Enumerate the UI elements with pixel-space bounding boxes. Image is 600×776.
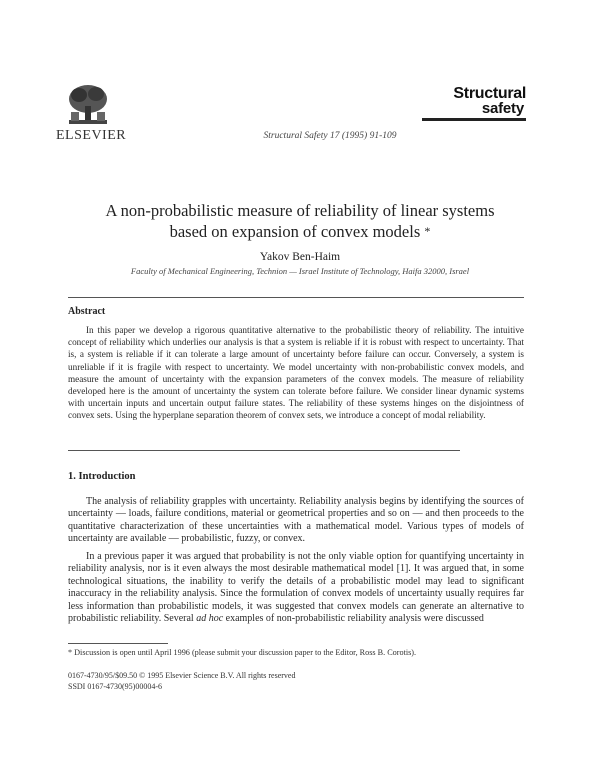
intro-paragraph-1: The analysis of reliability grapples with uncertainty. Reliability analysis begins by identifying the sources of uncertainty — loads, failure conditions, material or geometrical properties and so on — and then proceeds to the quantitative characterization of these uncertainties with a mathematical model. Various types of models of uncertainty are available — probabilistic, fuzzy, or convex. bbox=[68, 496, 524, 545]
journal-citation: Structural Safety 17 (1995) 91-109 bbox=[263, 131, 397, 141]
journal-logo-bar bbox=[422, 118, 526, 121]
author-affiliation: Faculty of Mechanical Engineering, Technion — Israel Institute of Technology, Haifa 32000, Israel bbox=[130, 266, 470, 276]
elsevier-tree-logo bbox=[65, 82, 111, 128]
publisher-name: ELSEVIER bbox=[56, 128, 127, 143]
copyright-line-2: SSDI 0167-4730(95)00004-6 bbox=[68, 682, 162, 691]
journal-logo-line2: safety bbox=[481, 100, 524, 117]
intro-paragraph-2 bbox=[68, 551, 524, 625]
abstract-top-rule bbox=[68, 297, 524, 298]
footnote-rule bbox=[68, 643, 168, 644]
intro-paragraph-2-emphasis: ad hoc bbox=[196, 613, 224, 625]
title-line-1: A non-probabilistic measure of reliability of linear systems bbox=[105, 201, 495, 220]
abstract-heading: Abstract bbox=[68, 306, 106, 317]
author-name: Yakov Ben-Haim bbox=[259, 251, 341, 263]
abstract-text: In this paper we develop a rigorous quantitative alternative to the probabilistic theory of reliability. The intuitive concept of reliability which underlies our analysis is that a system is reliable if it is robust with respect to uncertainty. That is, a system is reliable if it can tolerate a large amount of uncertainty before failure can occur. Conversely, a system is unreliable if it is fragile with respect to uncertainty. We model uncertainty with non-probabilistic convex models, and measure the amount of uncertainty with the expansion parameters of the convex models. The measure of reliability developed here is the amount of uncertainty the system can tolerate before failure. We consider linear dynamic systems with uncertain inputs and uncertain output failure states. The reliability of these systems hinges on the disjointness of convex sets. Using the hyperplane separation theorem of convex sets, we introduce a concept of modal reliability. bbox=[68, 325, 524, 421]
copyright-line-1: 0167-4730/95/$09.50 © 1995 Elsevier Science B.V. All rights reserved bbox=[68, 671, 296, 680]
journal-logo-line1: Structural bbox=[453, 85, 526, 102]
article-title bbox=[60, 200, 540, 242]
footnote: * Discussion is open until April 1996 (please submit your discussion paper to the Editor, Ross B. Corotis). bbox=[68, 648, 417, 657]
intro-paragraph-2-part-a: In a previous paper it was argued that probability is not the only viable option for quantifying uncertainty in reliability analysis, nor is it even always the most desirable mathematical model [1]. It was argued that, in some technological situations, the inability to verify the details of a probabilistic model may lead to significant inaccuracy in the reliability analysis. Since the formulation of convex models of uncertainty usually requires far less information than probabilistic models, it was suggested that convex models can generate an alternative to probabilistic reliability. Several bbox=[68, 551, 524, 625]
copyright-notice bbox=[68, 670, 295, 692]
title-line-2: based on expansion of convex models bbox=[169, 222, 421, 241]
intro-paragraph-2-part-b: examples of non-probabilistic reliability analysis were discussed bbox=[223, 613, 484, 625]
section-heading-introduction: 1. Introduction bbox=[68, 471, 136, 482]
title-footnote-mark: * bbox=[424, 224, 431, 238]
abstract-bottom-rule bbox=[68, 450, 460, 451]
journal-logo bbox=[408, 86, 526, 121]
